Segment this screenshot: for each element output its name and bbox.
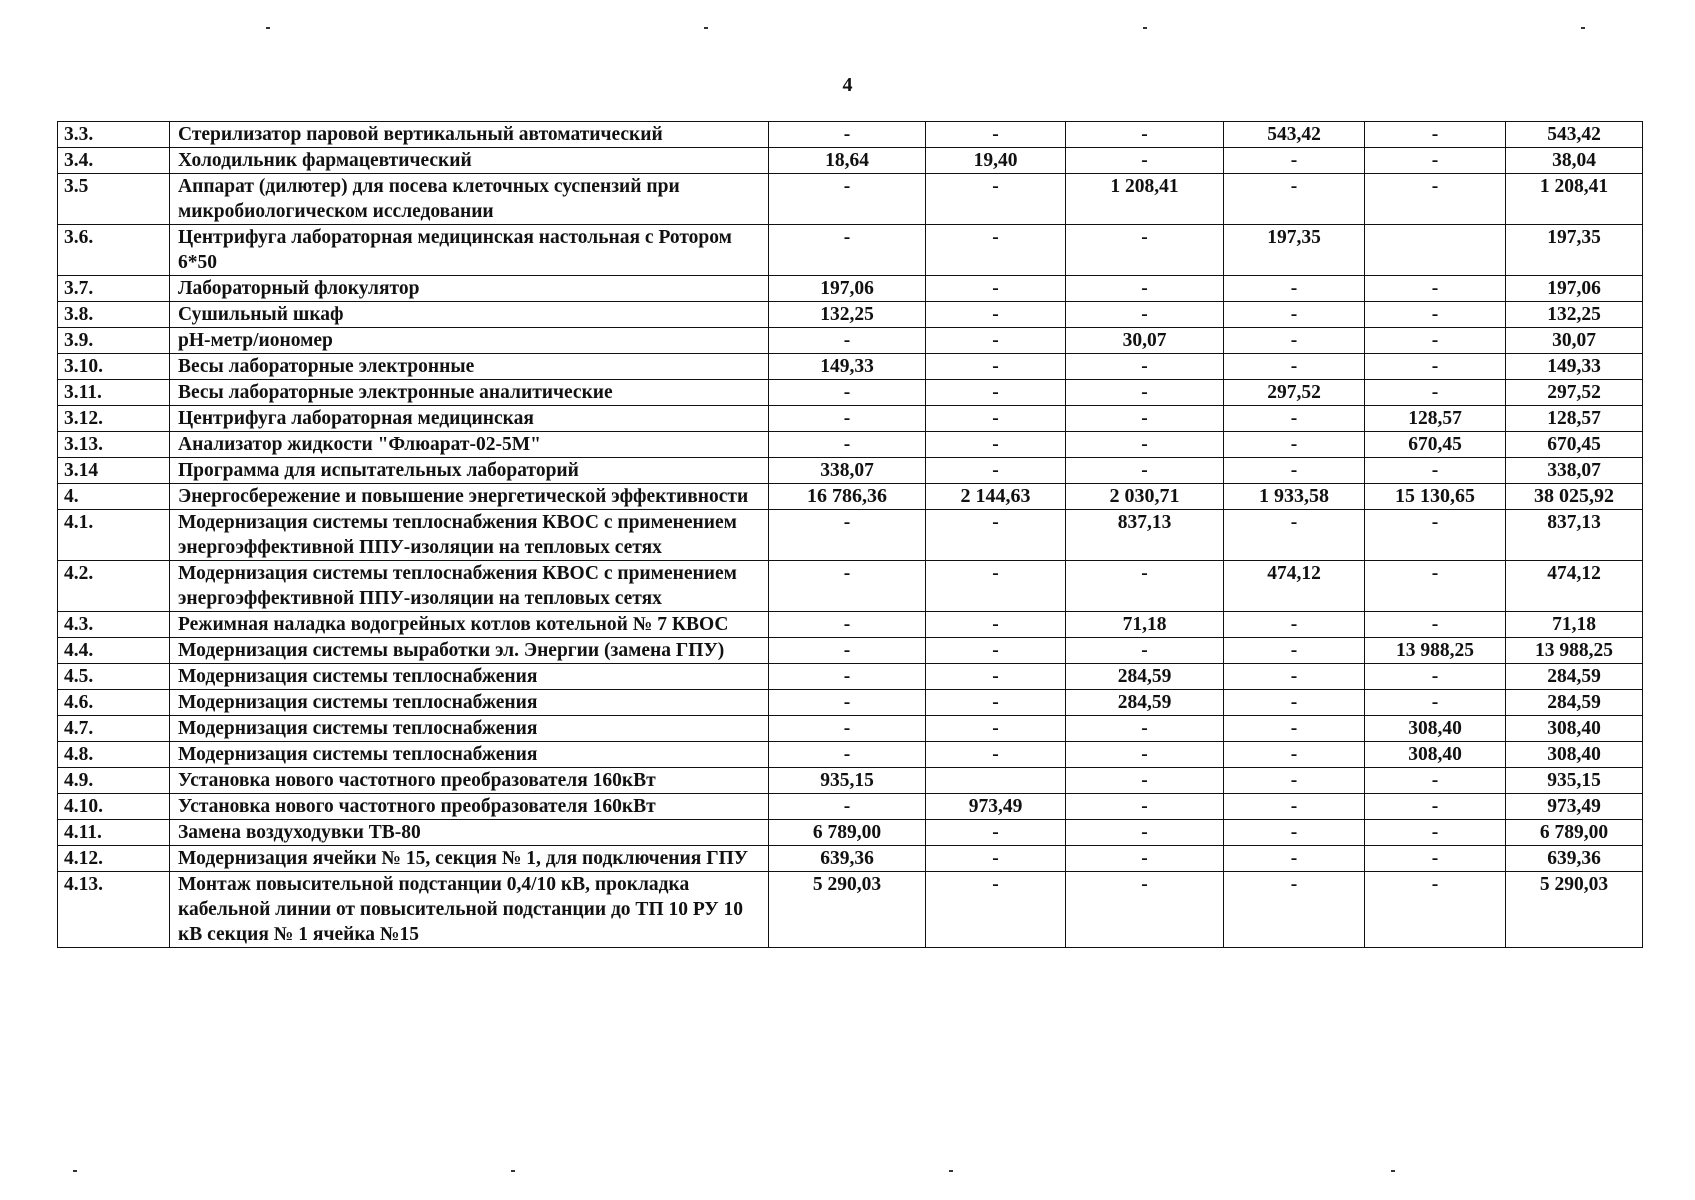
row-value: -	[1224, 716, 1365, 742]
row-code: 3.8.	[58, 302, 170, 328]
row-total-value: 38,04	[1506, 148, 1643, 174]
row-name: Установка нового частотного преобразователя 160кВт	[170, 768, 769, 794]
row-value: -	[769, 612, 926, 638]
table-body	[58, 122, 1643, 948]
row-value: -	[1066, 742, 1224, 768]
row-value: -	[1224, 690, 1365, 716]
row-value: -	[1066, 458, 1224, 484]
row-code: 4.	[58, 484, 170, 510]
row-value: -	[1224, 872, 1365, 948]
row-name: Модернизация системы теплоснабжения	[170, 716, 769, 742]
row-value	[926, 768, 1066, 794]
table-row	[58, 612, 1643, 638]
row-value: -	[926, 225, 1066, 276]
scan-speck	[1391, 1170, 1395, 1172]
row-value: 71,18	[1066, 612, 1224, 638]
row-value: 13 988,25	[1365, 638, 1506, 664]
row-value: -	[1224, 820, 1365, 846]
row-value: -	[1224, 328, 1365, 354]
row-total-value: 38 025,92	[1506, 484, 1643, 510]
row-name: Холодильник фармацевтический	[170, 148, 769, 174]
row-value: 297,52	[1224, 380, 1365, 406]
row-value: -	[926, 458, 1066, 484]
row-value: -	[1066, 380, 1224, 406]
row-total-value: 308,40	[1506, 742, 1643, 768]
row-value: 1 933,58	[1224, 484, 1365, 510]
row-value: 2 030,71	[1066, 484, 1224, 510]
row-value: -	[769, 174, 926, 225]
row-total-value: 5 290,03	[1506, 872, 1643, 948]
row-code: 4.3.	[58, 612, 170, 638]
row-value: -	[1224, 406, 1365, 432]
row-value: -	[769, 794, 926, 820]
table-row	[58, 846, 1643, 872]
row-name: Модернизация системы теплоснабжения	[170, 690, 769, 716]
row-value: 197,06	[769, 276, 926, 302]
row-value: 5 290,03	[769, 872, 926, 948]
row-code: 3.6.	[58, 225, 170, 276]
row-value: -	[926, 638, 1066, 664]
row-value: -	[926, 328, 1066, 354]
row-value: -	[1365, 380, 1506, 406]
row-value: -	[1365, 664, 1506, 690]
row-total-value: 308,40	[1506, 716, 1643, 742]
row-value: -	[1066, 820, 1224, 846]
row-code: 3.7.	[58, 276, 170, 302]
row-total-value: 474,12	[1506, 561, 1643, 612]
row-value: -	[1066, 794, 1224, 820]
row-total-value: 197,35	[1506, 225, 1643, 276]
row-value: -	[1066, 276, 1224, 302]
row-value: -	[1224, 174, 1365, 225]
row-value: 935,15	[769, 768, 926, 794]
row-value: -	[1066, 561, 1224, 612]
row-value: -	[926, 122, 1066, 148]
row-value: -	[1066, 302, 1224, 328]
table-row	[58, 510, 1643, 561]
row-code: 3.5	[58, 174, 170, 225]
row-value: -	[1066, 148, 1224, 174]
row-value: -	[1365, 122, 1506, 148]
row-code: 4.1.	[58, 510, 170, 561]
row-value: -	[769, 432, 926, 458]
row-value: -	[1224, 638, 1365, 664]
row-value: -	[926, 561, 1066, 612]
row-value: -	[1224, 846, 1365, 872]
table-row	[58, 225, 1643, 276]
row-code: 3.14	[58, 458, 170, 484]
row-value: 543,42	[1224, 122, 1365, 148]
row-value: 284,59	[1066, 690, 1224, 716]
row-value: 197,35	[1224, 225, 1365, 276]
row-value: -	[1066, 872, 1224, 948]
row-name: Модернизация системы теплоснабжения КВОС с применением энергоэффективной ППУ-изоляции на тепловых сетях	[170, 561, 769, 612]
row-value: -	[1224, 768, 1365, 794]
row-value: -	[1224, 664, 1365, 690]
row-value: 128,57	[1365, 406, 1506, 432]
row-value: -	[769, 664, 926, 690]
table-row	[58, 794, 1643, 820]
row-value: -	[926, 742, 1066, 768]
row-code: 4.5.	[58, 664, 170, 690]
scan-speck	[1581, 27, 1585, 29]
row-total-value: 284,59	[1506, 690, 1643, 716]
row-value: -	[769, 380, 926, 406]
row-name: Монтаж повысительной подстанции 0,4/10 кВ, прокладка кабельной линии от повысительной подстанции до ТП 10 РУ 10 кВ секция № 1 ячейка №15	[170, 872, 769, 948]
table-row	[58, 432, 1643, 458]
row-value: -	[1365, 354, 1506, 380]
row-total-value: 71,18	[1506, 612, 1643, 638]
row-value: -	[1365, 768, 1506, 794]
table-row	[58, 690, 1643, 716]
row-value: -	[1365, 510, 1506, 561]
row-value: -	[1224, 458, 1365, 484]
row-value: 15 130,65	[1365, 484, 1506, 510]
row-code: 4.9.	[58, 768, 170, 794]
row-value: 2 144,63	[926, 484, 1066, 510]
row-value: -	[1066, 638, 1224, 664]
row-value: 308,40	[1365, 742, 1506, 768]
row-code: 3.4.	[58, 148, 170, 174]
row-name: Модернизация системы выработки эл. Энергии (замена ГПУ)	[170, 638, 769, 664]
table-row	[58, 328, 1643, 354]
row-value: -	[1224, 612, 1365, 638]
row-total-value: 132,25	[1506, 302, 1643, 328]
scan-speck	[266, 27, 270, 29]
row-value: -	[1066, 225, 1224, 276]
row-value: -	[769, 690, 926, 716]
row-value: -	[1224, 148, 1365, 174]
row-value: 132,25	[769, 302, 926, 328]
row-code: 4.12.	[58, 846, 170, 872]
row-value: -	[1365, 561, 1506, 612]
table-row	[58, 380, 1643, 406]
row-value: -	[926, 380, 1066, 406]
row-name: Стерилизатор паровой вертикальный автоматический	[170, 122, 769, 148]
row-value: -	[1365, 458, 1506, 484]
row-code: 3.3.	[58, 122, 170, 148]
row-value: -	[1365, 328, 1506, 354]
table-row	[58, 148, 1643, 174]
row-value: -	[926, 846, 1066, 872]
table-row	[58, 716, 1643, 742]
scan-speck	[949, 1170, 953, 1172]
row-total-value: 30,07	[1506, 328, 1643, 354]
row-value: -	[1224, 276, 1365, 302]
row-value: -	[1066, 768, 1224, 794]
row-name: Программа для испытательных лабораторий	[170, 458, 769, 484]
row-value: -	[769, 638, 926, 664]
row-name: Модернизация системы теплоснабжения	[170, 742, 769, 768]
scan-speck	[1143, 27, 1147, 29]
row-name: Модернизация ячейки № 15, секция № 1, для подключения ГПУ	[170, 846, 769, 872]
row-value: -	[926, 276, 1066, 302]
row-value: -	[1066, 432, 1224, 458]
row-name: Центрифуга лабораторная медицинская настольная с Ротором 6*50	[170, 225, 769, 276]
row-value: -	[769, 742, 926, 768]
row-value: 284,59	[1066, 664, 1224, 690]
row-code: 3.10.	[58, 354, 170, 380]
row-name: Центрифуга лабораторная медицинская	[170, 406, 769, 432]
row-value: 837,13	[1066, 510, 1224, 561]
row-value: -	[1365, 872, 1506, 948]
row-total-value: 670,45	[1506, 432, 1643, 458]
row-name: Сушильный шкаф	[170, 302, 769, 328]
row-total-value: 297,52	[1506, 380, 1643, 406]
row-value: 338,07	[769, 458, 926, 484]
table-row	[58, 174, 1643, 225]
row-value: -	[1365, 276, 1506, 302]
row-name: Установка нового частотного преобразователя 160кВт	[170, 794, 769, 820]
row-name: pH-метр/иономер	[170, 328, 769, 354]
row-code: 4.10.	[58, 794, 170, 820]
row-value: -	[1224, 432, 1365, 458]
table-row	[58, 484, 1643, 510]
row-name: Весы лабораторные электронные аналитические	[170, 380, 769, 406]
row-value: -	[926, 820, 1066, 846]
row-value: -	[926, 302, 1066, 328]
row-code: 4.11.	[58, 820, 170, 846]
row-total-value: 13 988,25	[1506, 638, 1643, 664]
row-value: -	[926, 690, 1066, 716]
row-value: 308,40	[1365, 716, 1506, 742]
row-total-value: 284,59	[1506, 664, 1643, 690]
row-value: -	[1365, 302, 1506, 328]
row-total-value: 338,07	[1506, 458, 1643, 484]
row-value: -	[1224, 354, 1365, 380]
row-total-value: 128,57	[1506, 406, 1643, 432]
row-value: -	[1224, 794, 1365, 820]
row-value: -	[1066, 716, 1224, 742]
budget-table	[57, 121, 1643, 948]
row-name: Энергосбережение и повышение энергетической эффективности	[170, 484, 769, 510]
row-total-value: 6 789,00	[1506, 820, 1643, 846]
table-row	[58, 458, 1643, 484]
table-row	[58, 302, 1643, 328]
row-name: Анализатор жидкости "Флюарат-02-5М"	[170, 432, 769, 458]
row-value: -	[1365, 174, 1506, 225]
row-value: 149,33	[769, 354, 926, 380]
row-name: Лабораторный флокулятор	[170, 276, 769, 302]
row-value: -	[926, 872, 1066, 948]
table-row	[58, 406, 1643, 432]
row-value: -	[769, 406, 926, 432]
scan-speck	[511, 1170, 515, 1172]
table-row	[58, 276, 1643, 302]
row-value: -	[926, 664, 1066, 690]
row-value: -	[769, 225, 926, 276]
row-value: -	[769, 510, 926, 561]
row-value: 670,45	[1365, 432, 1506, 458]
row-value: -	[1066, 122, 1224, 148]
row-total-value: 935,15	[1506, 768, 1643, 794]
table-row	[58, 742, 1643, 768]
row-name: Модернизация системы теплоснабжения	[170, 664, 769, 690]
row-value: -	[926, 354, 1066, 380]
row-total-value: 197,06	[1506, 276, 1643, 302]
row-value: -	[1365, 690, 1506, 716]
scan-speck	[73, 1170, 77, 1172]
row-value: -	[926, 406, 1066, 432]
row-value: -	[769, 328, 926, 354]
row-name: Замена воздуходувки ТВ-80	[170, 820, 769, 846]
scan-speck	[704, 27, 708, 29]
row-value: -	[1224, 742, 1365, 768]
row-code: 3.12.	[58, 406, 170, 432]
row-value: 973,49	[926, 794, 1066, 820]
row-code: 3.11.	[58, 380, 170, 406]
row-value: 30,07	[1066, 328, 1224, 354]
row-value: -	[1365, 612, 1506, 638]
row-value: -	[926, 510, 1066, 561]
table-row	[58, 820, 1643, 846]
table-row	[58, 664, 1643, 690]
row-name: Весы лабораторные электронные	[170, 354, 769, 380]
row-value: -	[926, 432, 1066, 458]
row-code: 3.13.	[58, 432, 170, 458]
row-value: -	[1066, 354, 1224, 380]
row-value: 639,36	[769, 846, 926, 872]
row-value: 19,40	[926, 148, 1066, 174]
row-code: 4.8.	[58, 742, 170, 768]
row-value: -	[926, 174, 1066, 225]
row-value: -	[1066, 846, 1224, 872]
row-code: 4.13.	[58, 872, 170, 948]
row-value	[1365, 225, 1506, 276]
row-value: 474,12	[1224, 561, 1365, 612]
row-value: 6 789,00	[769, 820, 926, 846]
table-row	[58, 768, 1643, 794]
row-name: Аппарат (дилютер) для посева клеточных суспензий при микробиологическом исследовании	[170, 174, 769, 225]
row-name: Модернизация системы теплоснабжения КВОС с применением энергоэффективной ППУ-изоляции на тепловых сетях	[170, 510, 769, 561]
row-total-value: 639,36	[1506, 846, 1643, 872]
row-total-value: 1 208,41	[1506, 174, 1643, 225]
table-row	[58, 872, 1643, 948]
row-code: 4.7.	[58, 716, 170, 742]
row-name: Режимная наладка водогрейных котлов котельной № 7 КВОС	[170, 612, 769, 638]
row-value: 18,64	[769, 148, 926, 174]
row-value: 1 208,41	[1066, 174, 1224, 225]
row-value: -	[1365, 820, 1506, 846]
row-total-value: 149,33	[1506, 354, 1643, 380]
row-value: -	[1066, 406, 1224, 432]
page-number: 4	[842, 74, 853, 96]
row-value: -	[926, 612, 1066, 638]
row-total-value: 837,13	[1506, 510, 1643, 561]
row-value: -	[1224, 302, 1365, 328]
row-value: 16 786,36	[769, 484, 926, 510]
row-code: 4.6.	[58, 690, 170, 716]
row-value: -	[769, 561, 926, 612]
row-value: -	[769, 122, 926, 148]
table-row	[58, 638, 1643, 664]
row-code: 4.2.	[58, 561, 170, 612]
row-total-value: 543,42	[1506, 122, 1643, 148]
row-total-value: 973,49	[1506, 794, 1643, 820]
row-value: -	[1365, 794, 1506, 820]
row-value: -	[1224, 510, 1365, 561]
table-row	[58, 122, 1643, 148]
row-value: -	[926, 716, 1066, 742]
table-row	[58, 561, 1643, 612]
row-value: -	[1365, 846, 1506, 872]
row-value: -	[1365, 148, 1506, 174]
row-value: -	[769, 716, 926, 742]
row-code: 4.4.	[58, 638, 170, 664]
row-code: 3.9.	[58, 328, 170, 354]
table-row	[58, 354, 1643, 380]
